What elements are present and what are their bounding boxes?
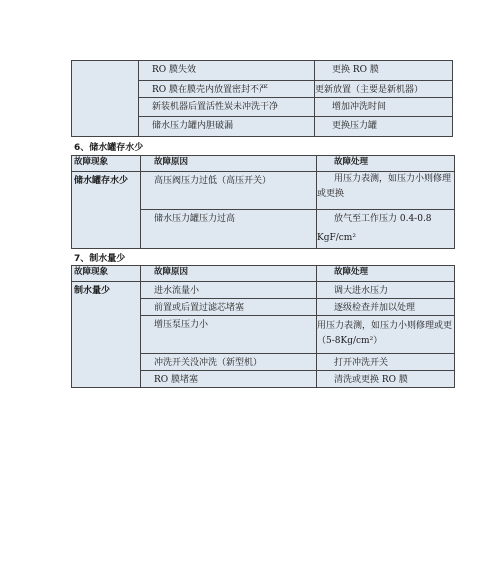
cause-cell: 高压阀压力过低（高压开关）	[141, 172, 317, 210]
cause-cell: 前置或后置过滤芯堵塞	[141, 299, 317, 316]
header-cause: 故障原因	[141, 266, 317, 282]
cause-cell: 储水压力罐内胆破漏	[139, 117, 315, 137]
fix-cell: 更新放置（主要是新机器）	[315, 81, 453, 98]
fix-cell: 放气至工作压力 0.4-0.8 KgF/cm²	[317, 210, 455, 249]
fix-cell: 调大进水压力	[317, 282, 455, 299]
section-title-7: 7、制水量少	[74, 254, 126, 264]
cause-cell: 新装机器后置活性炭未冲洗干净	[139, 98, 315, 117]
fault-table-6	[71, 155, 455, 249]
header-cause: 故障原因	[141, 156, 317, 172]
fix-cell: 用压力表测，如压力小则修理或更换	[317, 172, 455, 210]
cause-cell: RO 膜堵塞	[141, 371, 317, 388]
header-fix: 故障处理	[317, 156, 455, 172]
cause-cell: 冲洗开关没冲洗（新型机）	[141, 354, 317, 371]
header-symptom: 故障现象	[72, 266, 141, 282]
section-title-6: 6、储水罐存水少	[74, 143, 144, 153]
header-fix: 故障处理	[317, 266, 455, 282]
fault-table-7	[71, 265, 455, 388]
fix-cell: 更换 RO 膜	[315, 61, 453, 81]
cause-cell: 进水流量小	[141, 282, 317, 299]
fix-cell: 清洗或更换 RO 膜	[317, 371, 455, 388]
symptom-cell: 制水量少	[72, 282, 141, 388]
cause-cell: 储水压力罐压力过高	[141, 210, 317, 249]
fix-cell: 增加冲洗时间	[315, 98, 453, 117]
symptom-cell	[72, 61, 139, 137]
fault-table-continued	[71, 60, 453, 137]
symptom-cell: 储水罐存水少	[72, 172, 141, 249]
fix-cell: 打开冲洗开关	[317, 354, 455, 371]
cause-cell: RO 膜在膜壳内放置密封不严	[139, 81, 315, 98]
header-symptom: 故障现象	[72, 156, 141, 172]
fix-cell: 逐级检查并加以处理	[317, 299, 455, 316]
cause-cell: RO 膜失效	[139, 61, 315, 81]
cause-cell: 增压泵压力小	[141, 316, 317, 354]
fix-cell: 用压力表测，如压力小则修理或更（5-8Kg/cm²）	[317, 316, 455, 354]
fix-cell: 更换压力罐	[315, 117, 453, 137]
